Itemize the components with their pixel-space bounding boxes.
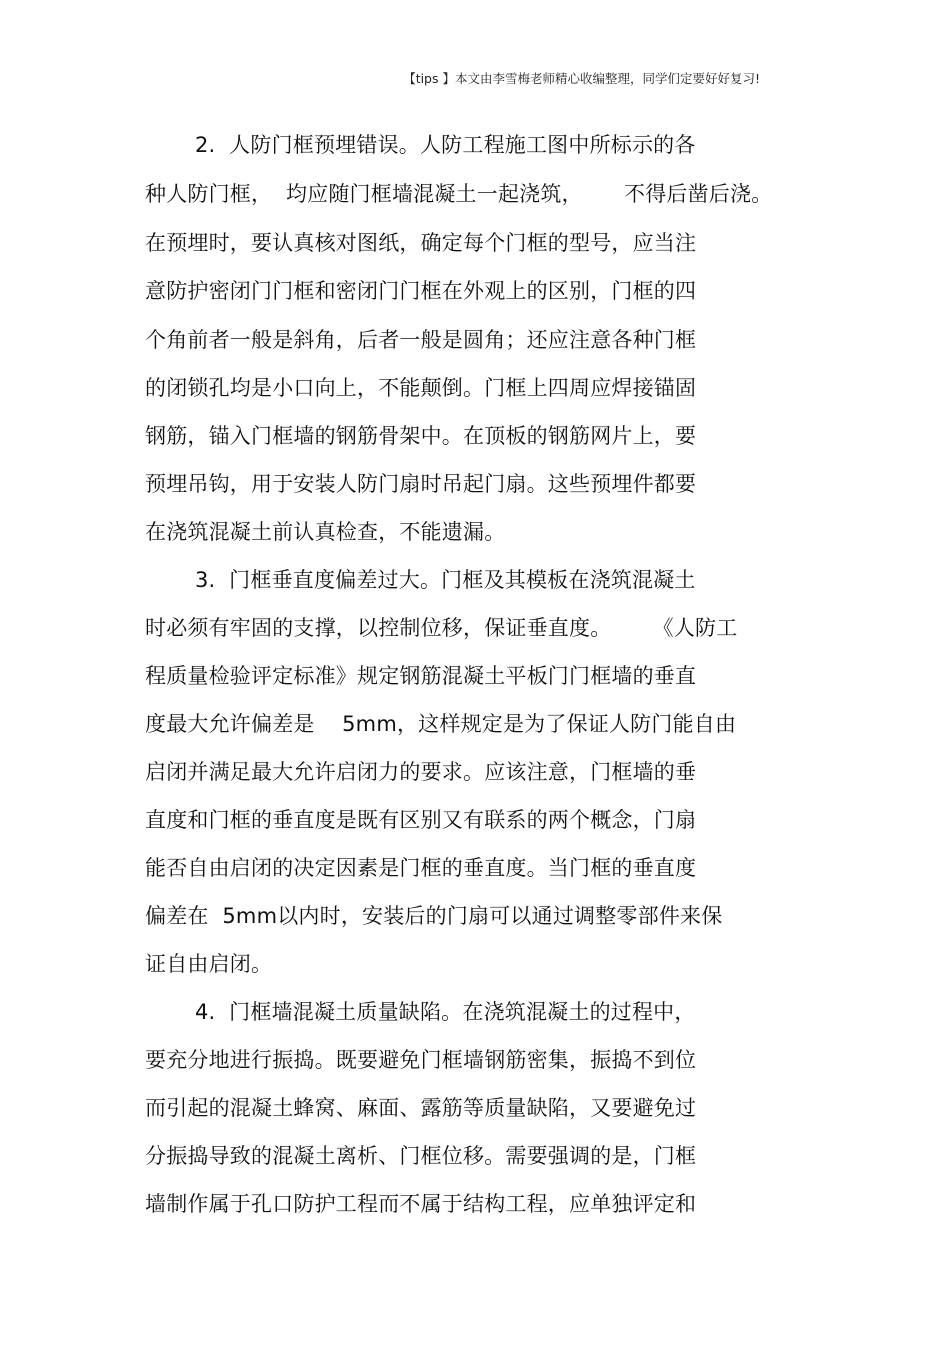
paragraph-3-line-7: 能否自由启闭的决定因素是门框的垂直度。当门框的垂直度 <box>145 856 697 880</box>
paragraph-2-line-4: 意防护密闭门门框和密闭门门框在外观上的区别，门框的四 <box>145 279 697 303</box>
paragraph-3-line-8: 偏差在 5mm以内时，安装后的门扇可以通过调整零部件来保 <box>145 904 723 928</box>
paragraph-4-line-2: 要充分地进行振捣。既要避免门框墙钢筋密集，振捣不到位 <box>145 1048 697 1072</box>
paragraph-2-line-3: 在预埋时，要认真核对图纸，确定每个门框的型号，应当注 <box>145 231 697 255</box>
paragraph-2-line-6: 的闭锁孔均是小口向上，不能颠倒。门框上四周应焊接锚固 <box>145 376 697 400</box>
paragraph-2-line-8: 预埋吊钩，用于安装人防门扇时吊起门扇。这些预埋件都要 <box>145 472 697 496</box>
paragraph-4-line-5: 墙制作属于孔口防护工程而不属于结构工程，应单独评定和 <box>145 1192 697 1216</box>
paragraph-4-line-3: 而引起的混凝土蜂窝、麻面、露筋等质量缺陷，又要避免过 <box>145 1096 697 1120</box>
header-tips-note: 【tips 】本文由李雪梅老师精心收编整理，同学们定要好好复习! <box>403 71 760 86</box>
paragraph-3-line-1: 3. 门框垂直度偏差过大。门框及其模板在浇筑混凝土 <box>195 568 696 592</box>
paragraph-4-line-4: 分振捣导致的混凝土离析、门框位移。需要强调的是，门框 <box>145 1144 697 1168</box>
paragraph-2-line-5: 个角前者一般是斜角，后者一般是圆角；还应注意各种门框 <box>145 328 697 352</box>
paragraph-2-line-1: 2. 人防门框预埋错误。人防工程施工图中所标示的各 <box>195 133 696 157</box>
paragraph-3-line-5: 启闭并满足最大允许启闭力的要求。应该注意，门框墙的垂 <box>145 760 697 784</box>
paragraph-3-line-3: 程质量检验评定标准》规定钢筋混凝土平板门门框墙的垂直 <box>145 664 697 688</box>
paragraph-3-line-9: 证自由启闭。 <box>145 952 273 976</box>
paragraph-2-line-2: 种人防门框， 均应随门框墙混凝土一起浇筑， 不得后凿后浇。 <box>145 182 773 206</box>
paragraph-2-line-7: 钢筋，锚入门框墙的钢筋骨架中。在顶板的钢筋网片上，要 <box>145 424 697 448</box>
paragraph-3-line-4: 度最大允许偏差是 5mm，这样规定是为了保证人防门能自由 <box>145 712 737 736</box>
paragraph-2-line-9: 在浇筑混凝土前认真检查，不能遗漏。 <box>145 520 506 544</box>
paragraph-4-line-1: 4. 门框墙混凝土质量缺陷。在浇筑混凝土的过程中， <box>195 1000 696 1024</box>
paragraph-3-line-2: 时必须有牢固的支撑，以控制位移，保证垂直度。 《人防工 <box>145 616 738 640</box>
paragraph-3-line-6: 直度和门框的垂直度是既有区别又有联系的两个概念，门扇 <box>145 808 697 832</box>
